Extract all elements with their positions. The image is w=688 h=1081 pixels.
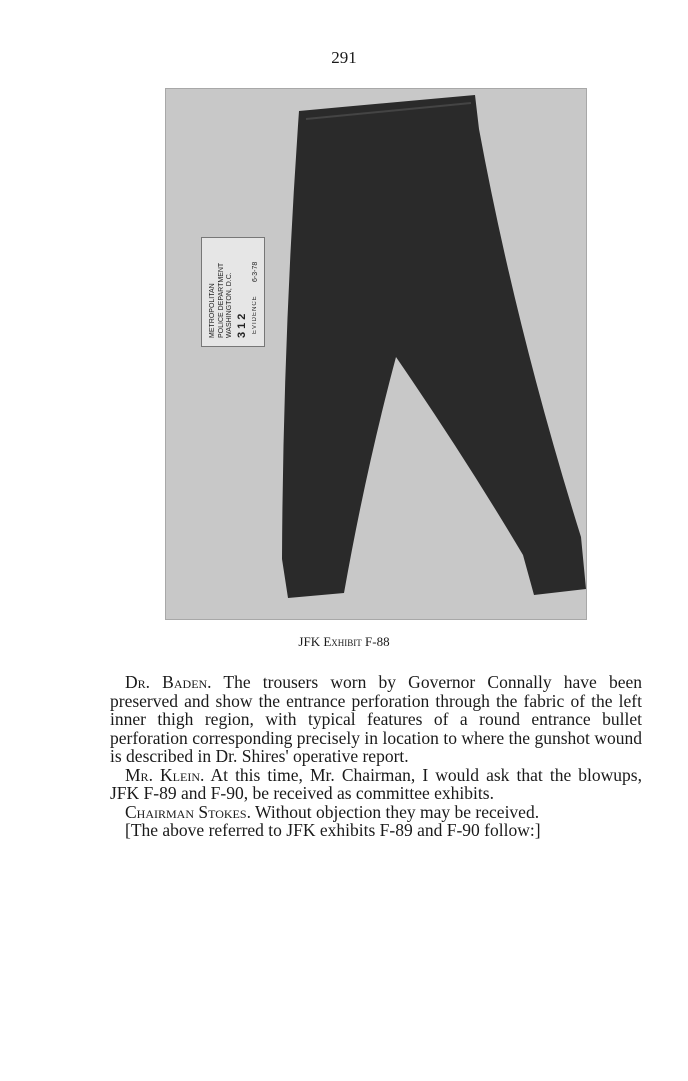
testimony-text	[110, 673, 642, 840]
caption-exhibit-word: Exhibit	[323, 634, 362, 649]
tag-date: 6-3-78	[252, 261, 259, 282]
evidence-tag	[201, 237, 265, 347]
speaker-baden: Dr. Baden.	[125, 672, 212, 692]
tag-line3: WASHINGTON, D.C.	[226, 272, 233, 338]
tag-label: EVIDENCE	[252, 295, 258, 334]
tag-line1: METROPOLITAN	[209, 283, 216, 338]
caption-suffix: F-88	[361, 634, 390, 649]
speaker-klein: Mr. Klein.	[125, 764, 205, 785]
paragraph-note	[110, 821, 642, 840]
paragraph-stokes	[110, 803, 642, 822]
tag-line2: POLICE DEPARTMENT	[218, 262, 225, 338]
caption-prefix: JFK	[298, 634, 324, 649]
page-number: 291	[331, 48, 357, 67]
statement-baden: The trousers worn by Governor Connally have been preserved and show the entrance perforation through the fabric of the left inner thigh region, with typical features of a round entrance bullet perforation corresponding precisely in location to where the gunshot wound is described in Dr. Shires' operative report.	[110, 672, 642, 766]
statement-klein: At this time, Mr. Chairman, I would ask that the blowups, JFK F-89 and F-90, be received as committee exhibits.	[110, 764, 642, 803]
figure-caption	[0, 634, 688, 650]
bracket-note: [The above referred to JFK exhibits F-89 and F-90 follow:]	[125, 820, 541, 840]
trousers-image	[166, 89, 586, 619]
speaker-stokes: Chairman Stokes.	[125, 801, 251, 822]
paragraph-baden	[110, 673, 642, 766]
paragraph-klein	[110, 766, 642, 803]
statement-stokes: Without objection they may be received.	[250, 801, 540, 822]
exhibit-photograph	[165, 88, 587, 620]
tag-number: 312	[236, 310, 248, 338]
